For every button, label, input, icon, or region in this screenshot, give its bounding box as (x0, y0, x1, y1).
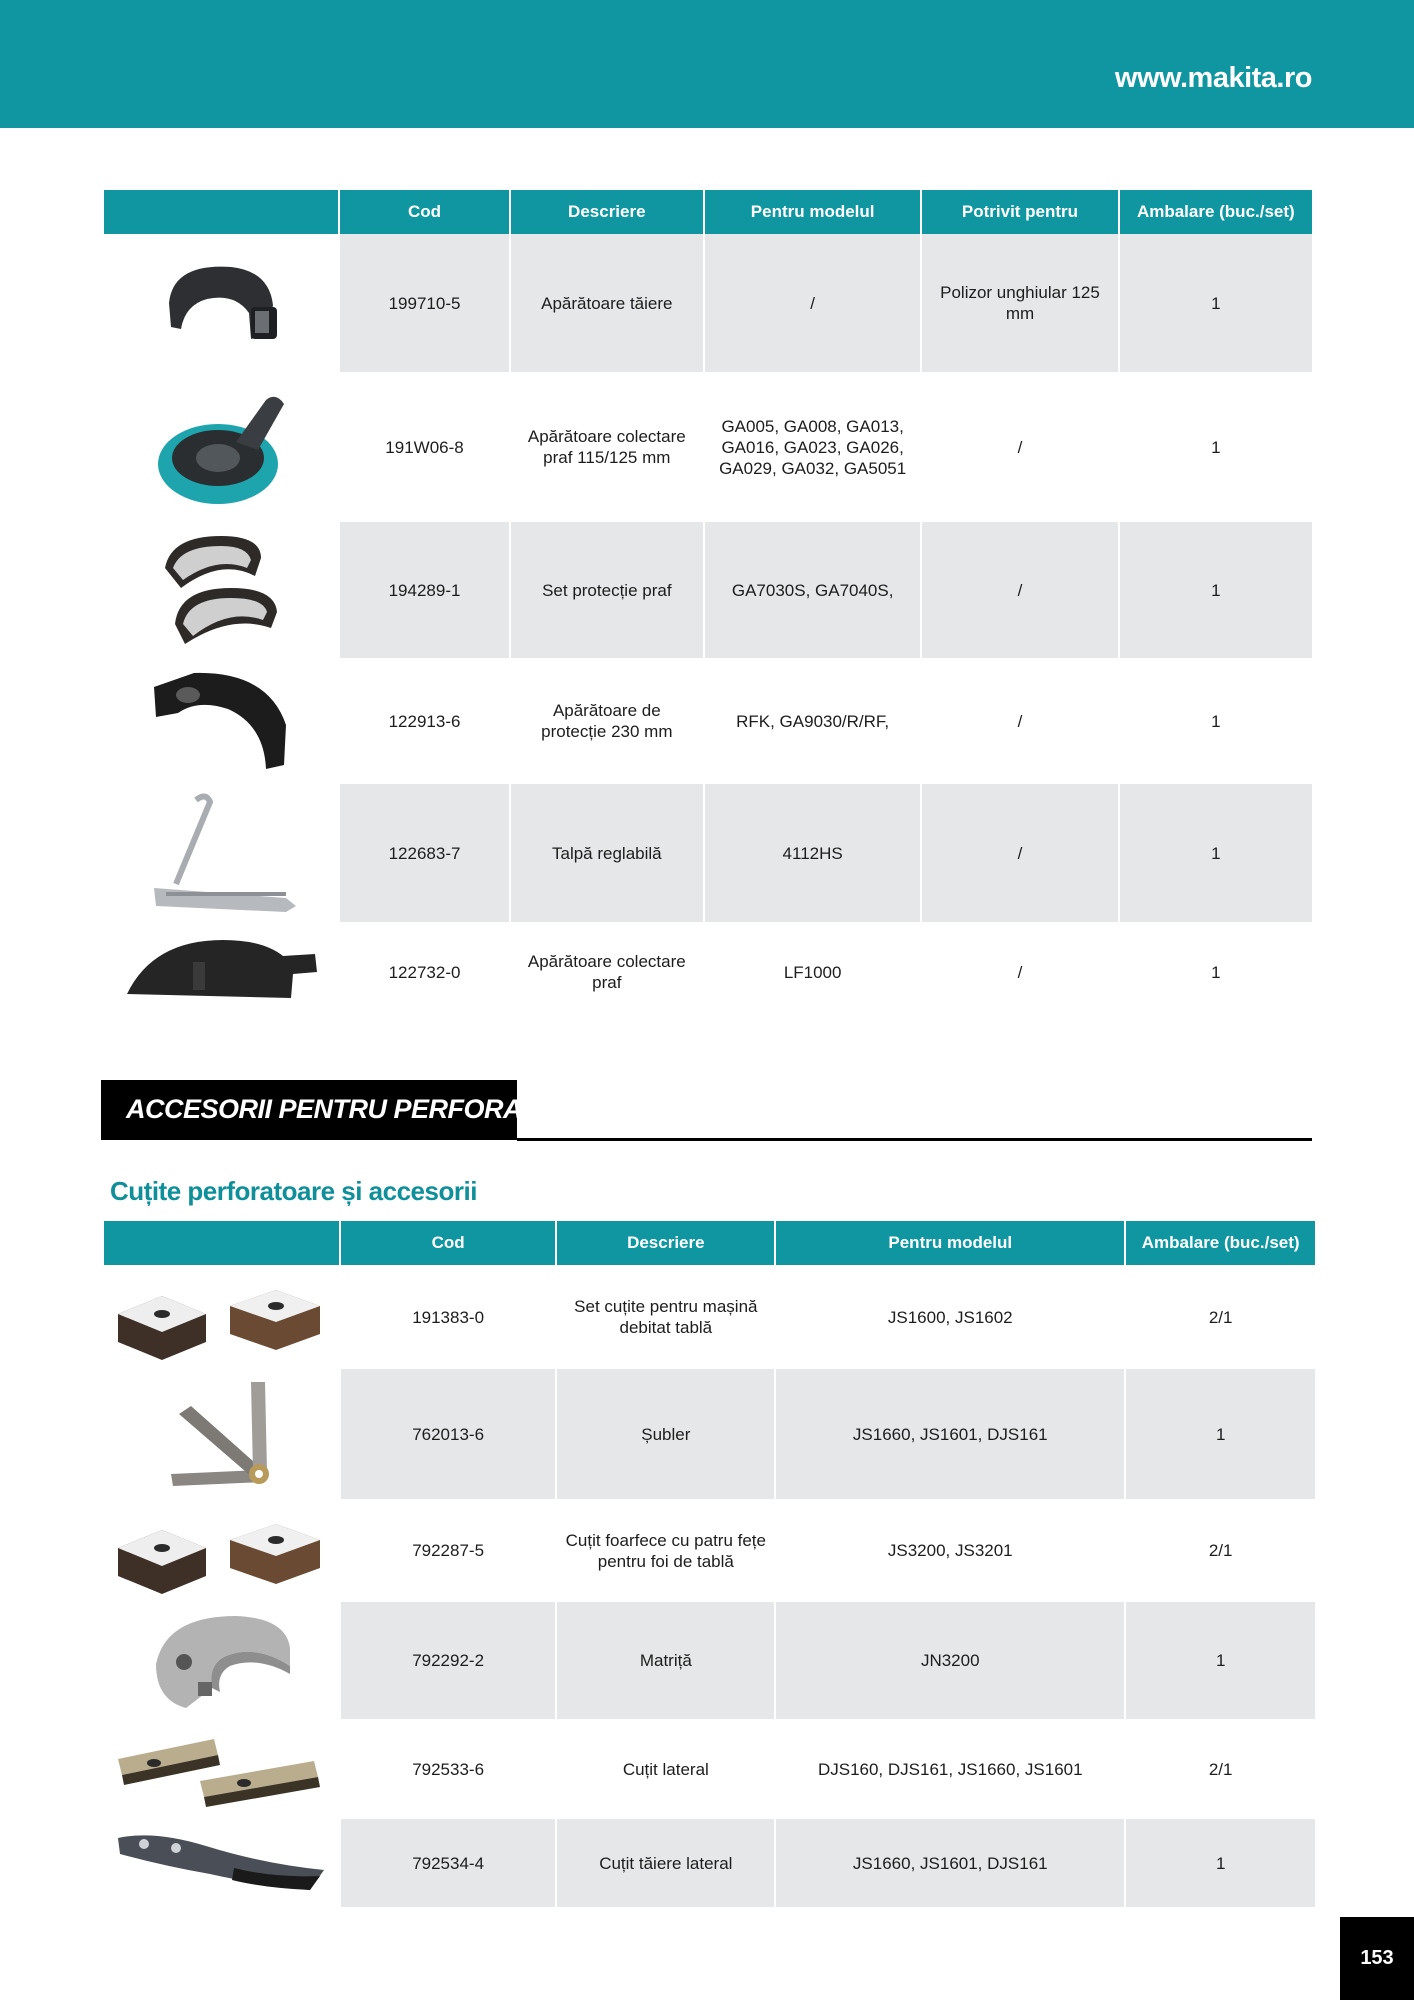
cell-cod: 191W06-8 (385, 437, 464, 457)
cell-descriere: Apărătoare tăiere (511, 234, 703, 372)
cell-descriere: Apărătoare colectare praf 115/125 mm (527, 427, 686, 467)
section-title: ACCESORII PENTRU PERFORARE (126, 1094, 559, 1124)
table-row (104, 1369, 1315, 1499)
accessories-table-1 (102, 190, 1314, 1022)
cell-model: GA7030S, GA7040S, (705, 522, 920, 658)
column-header-potrivit: Potrivit pentru (922, 190, 1117, 234)
cell-ambalare: 1 (1211, 437, 1221, 457)
cell-ambalare: 2/1 (1208, 1307, 1233, 1327)
cell-ambalare: 1 (1120, 784, 1312, 922)
table-header-row (104, 1221, 1315, 1265)
cell-cod: 191383-0 (412, 1307, 485, 1327)
four-edge-cutter-icon (114, 1506, 328, 1596)
cell-descriere: Set protecție praf (511, 522, 703, 658)
cell-ambalare: 1 (1120, 522, 1312, 658)
page-number: 153 (1340, 1917, 1414, 2000)
cell-ambalare: 1 (1126, 1369, 1315, 1499)
cell-ambalare: 1 (1211, 711, 1221, 731)
cell-cod: 122683-7 (340, 784, 508, 922)
table-row (104, 1602, 1315, 1719)
cell-descriere: Apărătoare de protecție 230 mm (541, 701, 673, 741)
cell-model: RFK, GA9030/R/RF, (736, 711, 890, 731)
cell-model: JS1660, JS1601, DJS161 (776, 1819, 1124, 1907)
dust-cover-icon (123, 932, 319, 1012)
table-row (104, 1819, 1315, 1907)
cell-descriere: Cuțit foarfece cu patru fețe pentru foi de tablă (565, 1530, 766, 1571)
cell-descriere: Talpă reglabilă (511, 784, 703, 922)
feeler-gauge-icon (151, 1374, 291, 1494)
adjustable-base-icon (136, 788, 306, 918)
side-cutting-blade-icon (114, 1824, 328, 1902)
dust-protection-set-icon (151, 528, 291, 652)
cell-descriere: Cuțit lateral (622, 1759, 709, 1779)
table-row (104, 922, 1312, 1022)
column-header-image (104, 1221, 339, 1265)
column-header-image (104, 190, 338, 234)
column-header-cod: Cod (340, 190, 508, 234)
cell-descriere: Apărătoare colectare praf (527, 952, 686, 992)
cell-potrivit: / (1017, 962, 1023, 982)
cell-ambalare: 1 (1126, 1602, 1315, 1719)
cell-descriere: Set cuțite pentru mașină debitat tablă (574, 1297, 758, 1337)
table-row (104, 372, 1312, 522)
header-bar (0, 0, 1414, 128)
cell-descriere: Cuțit tăiere lateral (557, 1819, 774, 1907)
cell-potrivit: / (1017, 711, 1023, 731)
table-row (104, 784, 1312, 922)
cell-cod: 792533-6 (412, 1759, 485, 1779)
cell-ambalare: 1 (1120, 234, 1312, 372)
wheel-guard-icon (148, 665, 294, 777)
website-link[interactable]: www.makita.ro (1114, 62, 1312, 94)
table-row (104, 658, 1312, 784)
cell-cod: 194289-1 (340, 522, 508, 658)
section-divider (517, 1138, 1312, 1141)
cell-cod: 199710-5 (340, 234, 508, 372)
table-row (104, 1499, 1315, 1602)
table-row (104, 1719, 1315, 1819)
table-row (104, 1265, 1315, 1369)
cell-descriere: Matriță (557, 1602, 774, 1719)
cell-model: JS1660, JS1601, DJS161 (776, 1369, 1124, 1499)
cell-potrivit: Polizor unghiular 125 mm (922, 234, 1117, 372)
cell-model: DJS160, DJS161, JS1660, JS1601 (817, 1759, 1083, 1779)
table-header-row (104, 190, 1312, 234)
cell-ambalare: 2/1 (1208, 1759, 1233, 1779)
cell-cod: 792287-5 (412, 1541, 485, 1560)
cell-model: GA005, GA008, GA013, GA016, GA023, GA026, GA029, GA032, GA5051 (719, 416, 907, 478)
cell-model: / (705, 234, 920, 372)
cell-model: JS3200, JS3201 (887, 1541, 1013, 1560)
cell-ambalare: 1 (1126, 1819, 1315, 1907)
column-header-cod: Cod (341, 1221, 556, 1265)
cell-potrivit: / (922, 522, 1117, 658)
table-row (104, 234, 1312, 372)
subsection-title: Cuțite perforatoare și accesorii (110, 1176, 477, 1206)
cell-ambalare: 1 (1211, 962, 1221, 982)
cell-potrivit: / (1017, 437, 1023, 457)
column-header-model: Pentru modelul (776, 1221, 1124, 1265)
table-row (104, 522, 1312, 658)
column-header-ambalare: Ambalare (buc./set) (1126, 1221, 1315, 1265)
cell-model: 4112HS (705, 784, 920, 922)
die-icon (146, 1608, 296, 1714)
cell-potrivit: / (922, 784, 1117, 922)
cell-descriere: Șubler (557, 1369, 774, 1499)
cell-cod: 792292-2 (341, 1602, 556, 1719)
dust-collector-guard-icon (146, 382, 296, 512)
cell-cod: 792534-4 (341, 1819, 556, 1907)
cutter-blocks-icon (114, 1272, 328, 1362)
column-header-descriere: Descriere (557, 1221, 774, 1265)
cell-model: LF1000 (783, 962, 842, 982)
side-blade-icon (114, 1731, 328, 1807)
cell-model: JS1600, JS1602 (887, 1307, 1013, 1327)
cell-cod: 762013-6 (341, 1369, 556, 1499)
cell-model: JN3200 (776, 1602, 1124, 1719)
column-header-ambalare: Ambalare (buc./set) (1120, 190, 1312, 234)
column-header-model: Pentru modelul (705, 190, 920, 234)
cell-cod: 122913-6 (388, 711, 461, 731)
cut-guard-icon (151, 253, 291, 353)
cell-cod: 122732-0 (388, 962, 461, 982)
column-header-descriere: Descriere (511, 190, 703, 234)
cell-ambalare: 2/1 (1208, 1541, 1233, 1560)
accessories-table-2 (102, 1221, 1317, 1907)
